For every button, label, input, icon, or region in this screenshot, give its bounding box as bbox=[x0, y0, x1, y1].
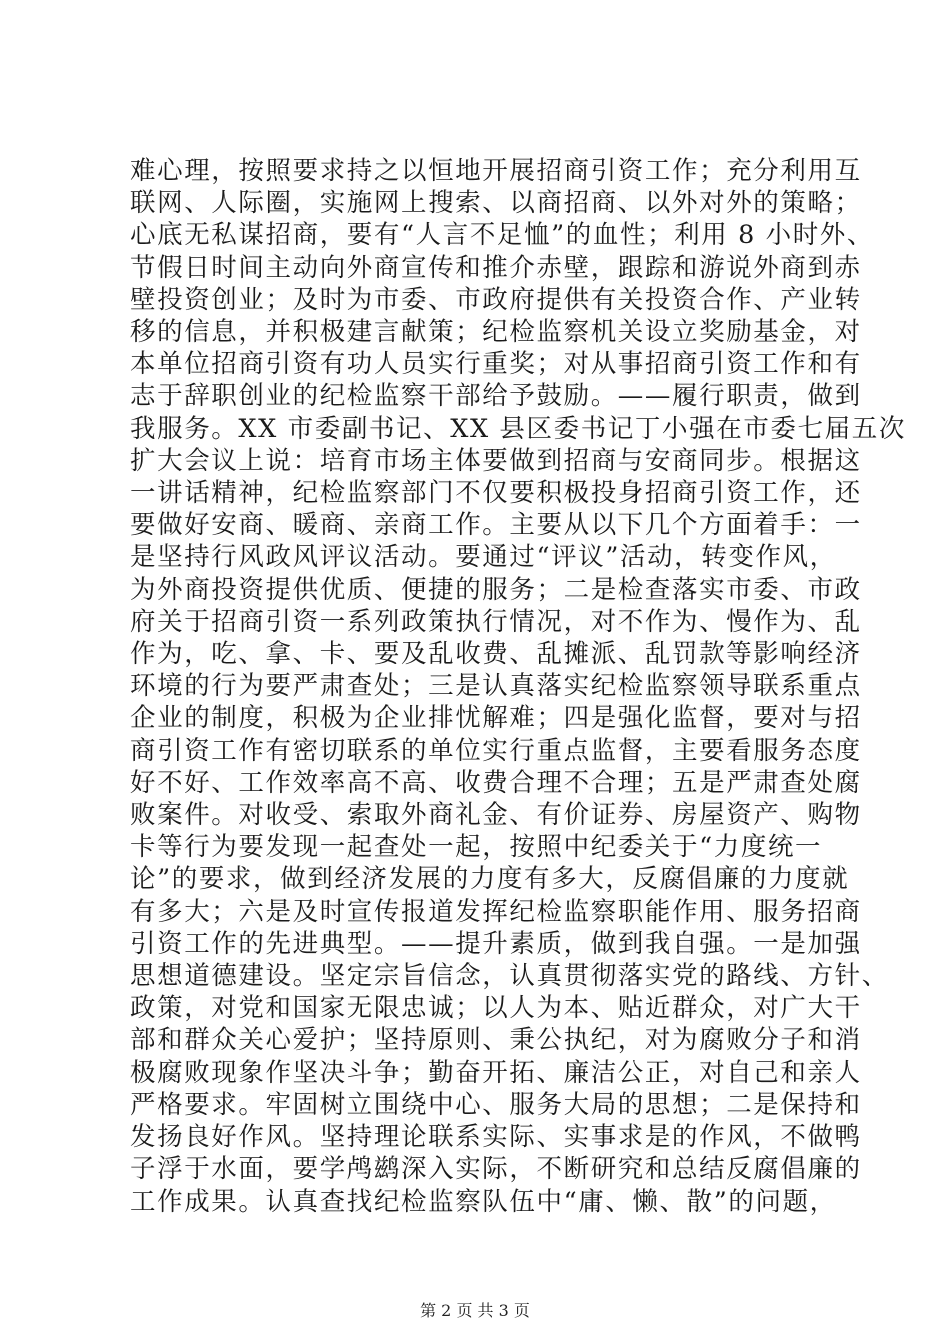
text-line: 本单位招商引资有功人员实行重奖；对从事招商引资工作和有 bbox=[130, 349, 862, 380]
text-line: 企业的制度，积极为企业排忧解难；四是强化监督，要对与招 bbox=[130, 703, 862, 734]
text-line: 壁投资创业；及时为市委、市政府提供有关投资合作、产业转 bbox=[130, 284, 862, 315]
text-line: 商引资工作有密切联系的单位实行重点监督，主要看服务态度 bbox=[130, 735, 862, 766]
text-line: 发扬良好作风。坚持理论联系实际、实事求是的作风，不做鸭 bbox=[130, 1122, 862, 1153]
text-line: 极腐败现象作坚决斗争；勤奋开拓、廉洁公正，对自己和亲人 bbox=[130, 1057, 862, 1088]
text-line: 严格要求。牢固树立围绕中心、服务大局的思想；二是保持和 bbox=[130, 1089, 862, 1120]
text-line: 败案件。对收受、索取外商礼金、有价证券、房屋资产、购物 bbox=[130, 800, 862, 831]
text-line: 府关于招商引资一系列政策执行情况，对不作为、慢作为、乱 bbox=[130, 606, 862, 637]
text-line: 工作成果。认真查找纪检监察队伍中“庸、懒、散”的问题， bbox=[130, 1186, 837, 1217]
text-line: 扩大会议上说：培育市场主体要做到招商与安商同步。根据这 bbox=[130, 445, 862, 476]
text-line: 心底无私谋招商，要有“人言不足恤”的血性；利用 8 小时外、 bbox=[130, 220, 875, 251]
text-line: 志于辞职创业的纪检监察干部给予鼓励。——履行职责，做到 bbox=[130, 381, 862, 412]
text-line: 好不好、工作效率高不高、收费合理不合理；五是严肃查处腐 bbox=[130, 767, 862, 798]
text-line: 有多大；六是及时宣传报道发挥纪检监察职能作用、服务招商 bbox=[130, 896, 862, 927]
text-line: 移的信息，并积极建言献策；纪检监察机关设立奖励基金，对 bbox=[130, 317, 862, 348]
text-line: 卡等行为要发现一起查处一起，按照中纪委关于“力度统一 bbox=[130, 832, 823, 863]
text-line: 是坚持行风政风评议活动。要通过“评议”活动，转变作风， bbox=[130, 542, 837, 573]
text-line: 部和群众关心爱护；坚持原则、秉公执纪，对为腐败分子和消 bbox=[130, 1025, 862, 1056]
text-line: 引资工作的先进典型。——提升素质，做到我自强。一是加强 bbox=[130, 928, 862, 959]
text-line: 子浮于水面，要学鸬鹚深入实际，不断研究和总结反腐倡廉的 bbox=[130, 1154, 862, 1185]
text-line: 思想道德建设。坚定宗旨信念，认真贯彻落实党的路线、方针、 bbox=[130, 961, 889, 992]
text-line: 节假日时间主动向外商宣传和推介赤壁，跟踪和游说外商到赤 bbox=[130, 252, 862, 283]
text-line: 一讲话精神，纪检监察部门不仅要积极投身招商引资工作，还 bbox=[130, 478, 862, 509]
text-line: 政策，对党和国家无限忠诚；以人为本、贴近群众，对广大干 bbox=[130, 993, 862, 1024]
page-footer: 第 2 页 共 3 页 bbox=[420, 1301, 530, 1320]
text-line: 难心理，按照要求持之以恒地开展招商引资工作；充分利用互 bbox=[130, 156, 862, 186]
text-line: 为外商投资提供优质、便捷的服务；二是检查落实市委、市政 bbox=[130, 574, 862, 605]
text-line: 环境的行为要严肃查处；三是认真落实纪检监察领导联系重点 bbox=[130, 671, 862, 702]
body-text bbox=[130, 155, 906, 1218]
text-line: 我服务。XX 市委副书记、XX 县区委书记丁小强在市委七届五次 bbox=[130, 413, 906, 444]
text-line: 联网、人际圈，实施网上搜索、以商招商、以外对外的策略； bbox=[130, 188, 862, 219]
text-line: 论”的要求，做到经济发展的力度有多大，反腐倡廉的力度就 bbox=[130, 864, 850, 895]
text-line: 要做好安商、暖商、亲商工作。主要从以下几个方面着手：一 bbox=[130, 510, 862, 541]
text-line: 作为，吃、拿、卡、要及乱收费、乱摊派、乱罚款等影响经济 bbox=[130, 639, 862, 670]
